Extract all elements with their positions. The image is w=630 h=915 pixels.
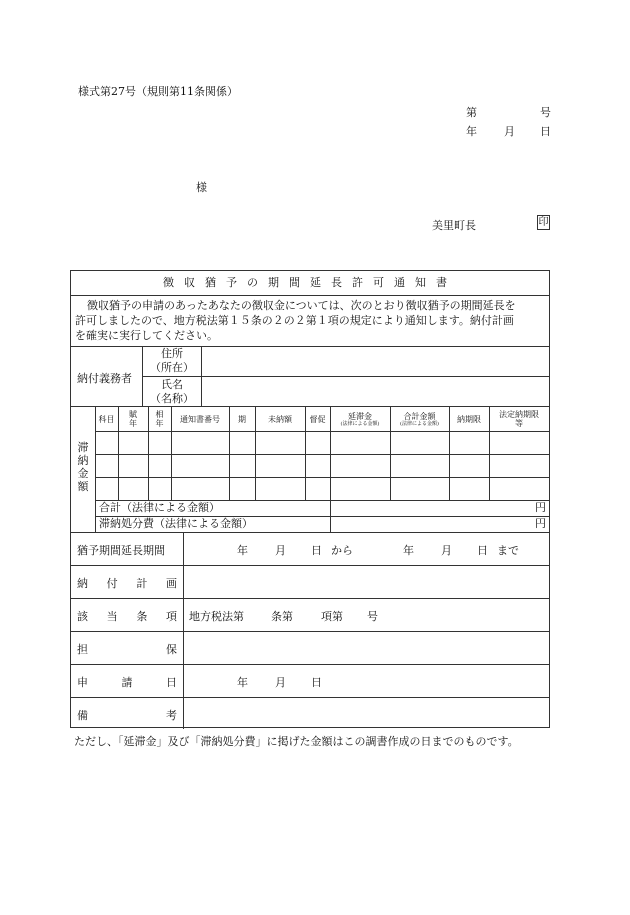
arrears-cell[interactable] [149, 455, 171, 477]
arrears-cell[interactable] [450, 478, 489, 500]
column-header [229, 408, 255, 430]
column-header-line: 賦 [129, 410, 137, 419]
arrears-cell[interactable] [450, 455, 489, 477]
period-from-day: 日 [311, 544, 322, 557]
arrears-cell[interactable] [331, 478, 390, 500]
arrears-cell[interactable] [490, 455, 549, 477]
arrears-side-label [73, 441, 93, 493]
date-year-label: 年 [466, 125, 477, 138]
side-char-1: 滞 [77, 441, 89, 454]
date-month-label: 月 [504, 125, 515, 138]
collateral-char-2: 保 [166, 643, 177, 656]
column-header-line: 法定納期限 [499, 410, 539, 419]
arrears-cell[interactable] [230, 478, 255, 500]
footnote: ただし、「延滞金」及び「滞納処分費」に掲げた金額はこの調書作成の日までのものです。 [74, 735, 519, 748]
period-from-month: 月 [275, 544, 286, 557]
period-to-year: 年 [403, 544, 414, 557]
clause-char-1: 該 [77, 610, 88, 623]
addressee-suffix: 様 [196, 181, 207, 194]
arrears-cell[interactable] [306, 478, 330, 500]
clause-law: 地方税法第 [189, 610, 244, 623]
column-header-line: 督促 [309, 414, 326, 424]
clause-article: 条第 [271, 610, 293, 623]
arrears-cell[interactable] [172, 432, 229, 454]
arrears-cell[interactable] [96, 478, 118, 500]
clause-char-4: 項 [165, 610, 177, 623]
form-number: 様式第27号（規則第11条関係） [78, 85, 238, 98]
plan-label [77, 575, 177, 591]
period-to-month: 月 [441, 544, 452, 557]
clause-label [77, 608, 177, 624]
arrears-cell[interactable] [256, 455, 305, 477]
fee-label: 滞納処分費（法律による金額） [99, 517, 253, 530]
arrears-cell[interactable] [149, 432, 171, 454]
column-header [148, 408, 171, 430]
arrears-cell[interactable] [391, 478, 449, 500]
period-to-day: 日 [477, 544, 488, 557]
collateral-label [77, 641, 177, 657]
appdate-day: 日 [311, 676, 322, 689]
name-label-line1: 氏名 [161, 378, 183, 391]
issuer-name: 美里町長 [432, 219, 476, 232]
side-char-3: 金 [77, 467, 89, 480]
column-header-line: 未納額 [268, 414, 292, 424]
arrears-cell[interactable] [256, 478, 305, 500]
arrears-cell[interactable] [256, 432, 305, 454]
column-header-line: 等 [515, 419, 523, 428]
arrears-cell[interactable] [230, 455, 255, 477]
total-yen: 円 [535, 501, 546, 514]
appdate-char-1: 申 [77, 676, 88, 689]
column-header-line: 科目 [98, 414, 115, 424]
intro-text [75, 298, 547, 343]
period-from-year: 年 [237, 544, 248, 557]
intro-line-1: 徴収猶予の申請のあったあなたの徴収金については、次のとおり徴収猶予の期間延長を [87, 299, 516, 312]
column-header [171, 408, 229, 430]
intro-line-2: 許可しましたので、地方税法第１５条の２の２第１項の規定により通知します。納付計画 [75, 314, 514, 327]
taxpayer-label: 納付義務者 [77, 372, 132, 385]
appdate-month: 月 [275, 676, 286, 689]
plan-char-4: 画 [165, 577, 177, 590]
column-header-line: 期 [238, 414, 246, 424]
column-header [118, 408, 148, 430]
arrears-cell[interactable] [306, 455, 330, 477]
arrears-cell[interactable] [172, 478, 229, 500]
column-header [255, 408, 305, 430]
plan-field[interactable] [184, 566, 549, 598]
address-label-line2: （所在） [150, 361, 194, 374]
arrears-cell[interactable] [119, 455, 148, 477]
column-header-line: 延滞金 [348, 411, 372, 421]
number-label-go: 号 [540, 106, 551, 119]
column-header [305, 408, 330, 430]
column-header-line: 納期限 [457, 414, 481, 424]
application-date-label [77, 674, 177, 690]
collateral-field[interactable] [184, 632, 549, 664]
clause-paragraph: 項第 [321, 610, 343, 623]
address-label [143, 347, 201, 375]
arrears-cell[interactable] [391, 432, 449, 454]
address-field[interactable] [202, 347, 549, 376]
column-header-line: 年 [155, 419, 164, 428]
form-title: 徴収猶予の期間延長許可通知書 [163, 276, 457, 289]
collateral-char-1: 担 [77, 643, 88, 656]
plan-char-3: 計 [136, 577, 148, 590]
appdate-year: 年 [237, 676, 248, 689]
notice-form [70, 270, 550, 728]
column-header-line: (法律による金額) [340, 420, 380, 427]
remarks-field[interactable] [184, 698, 549, 728]
clause-item: 号 [367, 610, 378, 623]
clause-char-2: 当 [106, 610, 118, 623]
clause-char-3: 条 [136, 610, 148, 623]
column-header [95, 408, 118, 430]
arrears-cell[interactable] [119, 478, 148, 500]
period-from-suffix: から [331, 544, 353, 557]
appdate-char-2: 請 [121, 676, 133, 689]
remarks-char-1: 備 [77, 709, 88, 722]
arrears-cell[interactable] [490, 478, 549, 500]
column-header-line: (法律による金額) [400, 420, 439, 427]
period-to-suffix: まで [497, 544, 519, 557]
column-header [449, 408, 489, 430]
arrears-cell[interactable] [331, 432, 390, 454]
name-label [143, 378, 201, 406]
appdate-char-3: 日 [166, 676, 177, 689]
period-label: 猶予期間延長期間 [77, 544, 165, 557]
seal-stamp: 印 [538, 217, 549, 228]
arrears-cell[interactable] [172, 455, 229, 477]
remarks-label [77, 707, 177, 723]
intro-line-3: を確実に実行してください。 [75, 329, 218, 342]
column-header [489, 408, 549, 430]
column-header [390, 408, 449, 430]
column-header-line: 年 [129, 419, 137, 428]
arrears-cell[interactable] [331, 455, 390, 477]
address-label-line1: 住所 [161, 347, 183, 360]
arrears-cell[interactable] [96, 432, 118, 454]
number-label-dai: 第 [466, 106, 477, 119]
column-header-line: 相 [155, 410, 164, 419]
name-field[interactable] [202, 377, 549, 406]
plan-char-2: 付 [106, 577, 118, 590]
date-day-label: 日 [540, 125, 551, 138]
column-header-line: 通知書番号 [180, 414, 220, 424]
fee-yen: 円 [535, 517, 546, 530]
plan-char-1: 納 [77, 577, 88, 590]
arrears-cell[interactable] [119, 432, 148, 454]
arrears-cell[interactable] [391, 455, 449, 477]
column-header [330, 408, 390, 430]
side-char-2: 納 [77, 454, 89, 467]
arrears-cell[interactable] [306, 432, 330, 454]
name-label-line2: （名称） [150, 392, 194, 405]
arrears-cell[interactable] [490, 432, 549, 454]
column-header-line: 合計金額 [403, 411, 436, 421]
arrears-cell[interactable] [96, 455, 118, 477]
arrears-cell[interactable] [230, 432, 255, 454]
side-char-4: 額 [77, 480, 89, 493]
arrears-cell[interactable] [149, 478, 171, 500]
arrears-cell[interactable] [450, 432, 489, 454]
remarks-char-2: 考 [166, 709, 177, 722]
total-label: 合計（法律による金額） [99, 501, 220, 514]
